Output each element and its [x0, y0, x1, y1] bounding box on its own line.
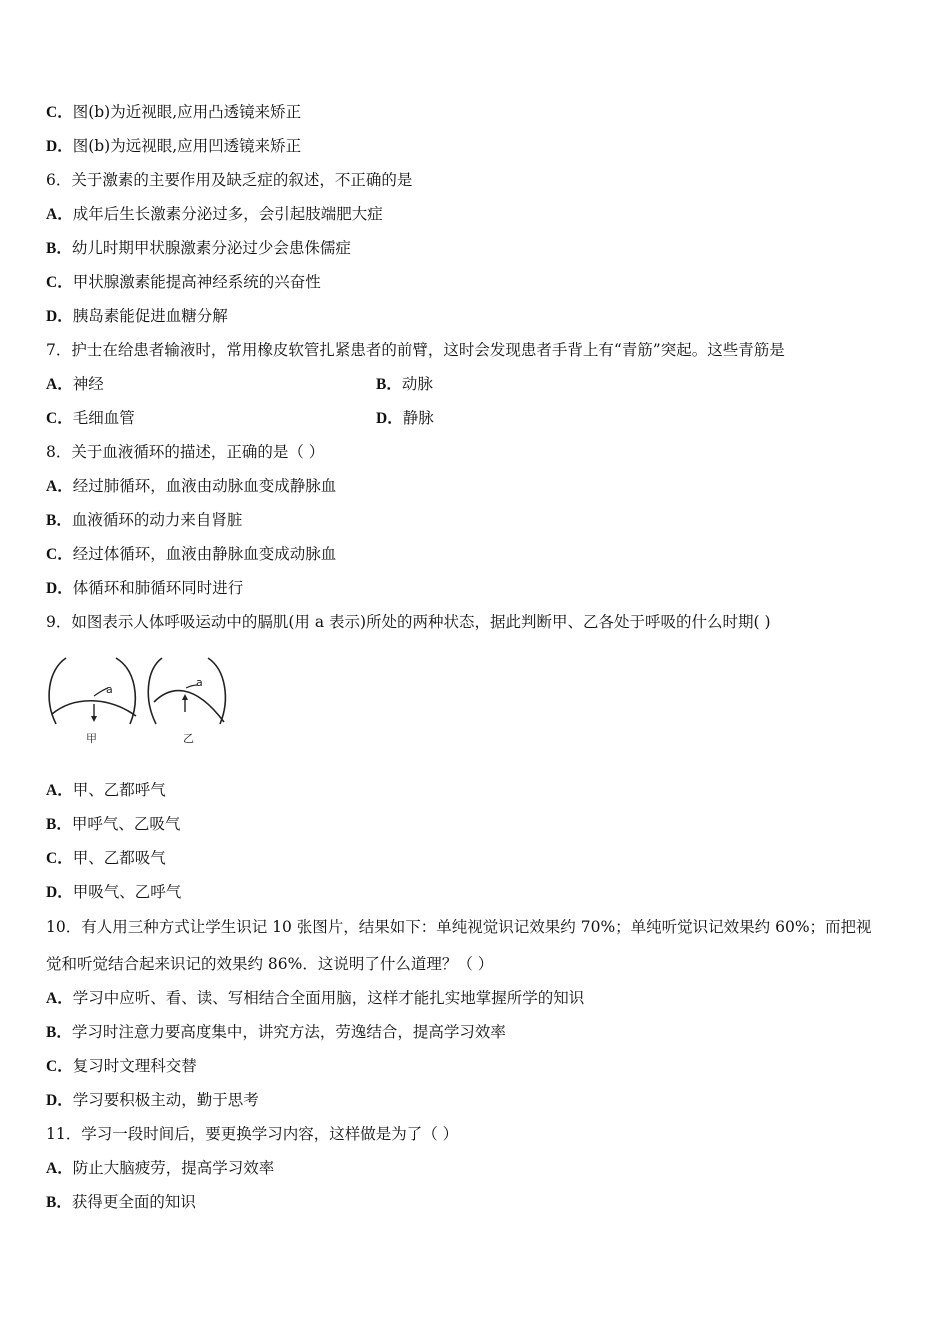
q7-option-a: A．神经: [46, 375, 104, 393]
q10-option-a: A．学习中应听、看、读、写相结合全面用脑，这样才能扎实地掌握所学的知识: [46, 989, 585, 1007]
question-10-stem-line2: 觉和听觉结合起来识记的效果约 86%．这说明了什么道理？（ ）: [46, 955, 494, 973]
option-letter: C．: [46, 104, 73, 121]
q9-option-a: A．甲、乙都呼气: [46, 781, 166, 799]
l2: [46, 136, 301, 157]
q8-option-c: C．经过体循环，血液由静脉血变成动脉血: [46, 545, 337, 563]
q6-option-a: A．成年后生长激素分泌过多，会引起肢端肥大症: [46, 205, 383, 223]
q7-option-d: D．静脉: [376, 409, 434, 427]
figure-yi: [148, 658, 225, 724]
q7-option-c: C．毛细血管: [46, 409, 135, 427]
q9-option-c: C．甲、乙都吸气: [46, 849, 166, 867]
question-7-stem: 7．护士在给患者输液时，常用橡皮软管扎紧患者的前臂，这时会发现患者手背上有“青筋”突起。这些青筋是: [46, 341, 785, 359]
q6-option-b: B．幼儿时期甲状腺激素分泌过少会患侏儒症: [46, 239, 351, 257]
diaphragm-figure: [44, 652, 234, 744]
q6-option-c: C．甲状腺激素能提高神经系统的兴奋性: [46, 273, 321, 291]
question-9-stem: 9．如图表示人体呼吸运动中的膈肌(用 a 表示)所处的两种状态，据此判断甲、乙各处于呼吸的什么时期( ): [46, 613, 771, 631]
question-8-stem: 8．关于血液循环的描述，正确的是（ ）: [46, 443, 325, 461]
option-text: 图(b)为近视眼,应用凸透镜来矫正: [72, 103, 302, 121]
q6-option-d: D．胰岛素能促进血糖分解: [46, 307, 228, 325]
question-6-stem: 6．关于激素的主要作用及缺乏症的叙述，不正确的是: [46, 171, 413, 189]
label-a-left: a: [106, 683, 113, 696]
q8-option-a: A．经过肺循环，血液由动脉血变成静脉血: [46, 477, 337, 495]
q11-option-b: B．获得更全面的知识: [46, 1193, 196, 1211]
q9-option-d: D．甲吸气、乙呼气: [46, 883, 182, 901]
q7-option-b: B．动脉: [376, 375, 433, 393]
q10-option-b: B．学习时注意力要高度集中，讲究方法，劳逸结合，提高学习效率: [46, 1023, 506, 1041]
q10-option-d: D．学习要积极主动，勤于思考: [46, 1091, 259, 1109]
l1: [46, 102, 301, 123]
option-text: 图(b)为远视眼,应用凹透镜来矫正: [72, 137, 302, 155]
figure-jia: [49, 658, 136, 724]
diaphragm-diagram: [44, 652, 234, 744]
option-letter: D．: [46, 138, 73, 155]
caption-yi: 乙: [183, 732, 194, 744]
question-11-stem: 11．学习一段时间后，要更换学习内容，这样做是为了（ ）: [46, 1125, 459, 1143]
caption-jia: 甲: [86, 732, 97, 744]
label-a-right: a: [196, 676, 203, 689]
q8-option-b: B．血液循环的动力来自肾脏: [46, 511, 243, 529]
q9-option-b: B．甲呼气、乙吸气: [46, 815, 181, 833]
q8-option-d: D．体循环和肺循环同时进行: [46, 579, 244, 597]
q10-option-c: C．复习时文理科交替: [46, 1057, 197, 1075]
q11-option-a: A．防止大脑疲劳，提高学习效率: [46, 1159, 275, 1177]
question-10-stem-line1: 10．有人用三种方式让学生识记 10 张图片，结果如下：单纯视觉识记效果约 70%；单纯听觉识记效果约 60%；而把视: [46, 918, 872, 936]
